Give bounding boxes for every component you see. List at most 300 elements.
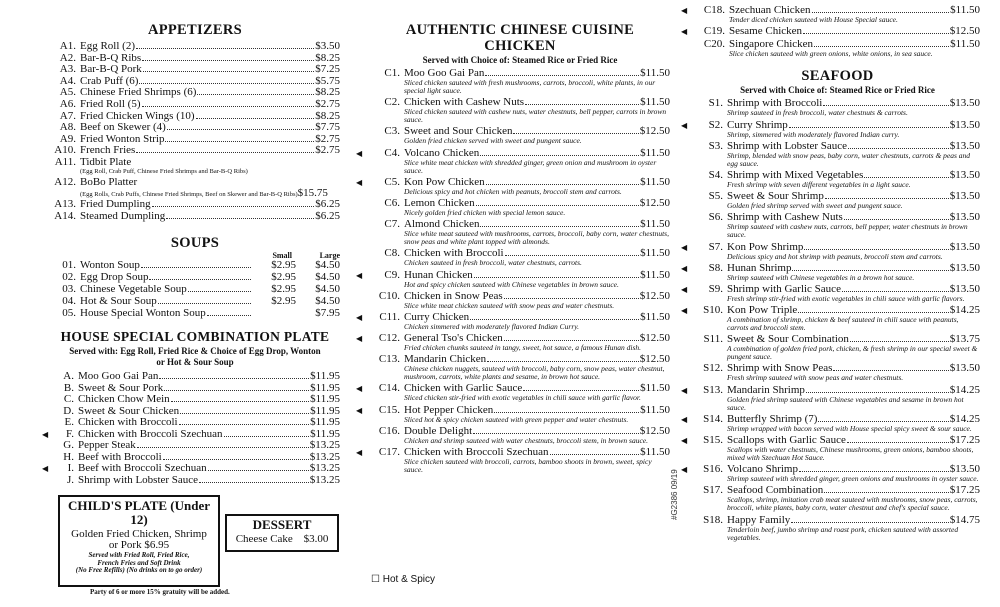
- childs-plate-box: [58, 495, 220, 587]
- item-name: Curry Shrimp: [727, 118, 788, 131]
- menu-item-row: [50, 134, 340, 145]
- item-name: Shrimp with Broccoli: [727, 97, 823, 110]
- dot-leader: [207, 315, 251, 316]
- item-name: Shrimp with Lobster Sauce: [78, 473, 199, 486]
- item-name: Kon Pow Shrimp: [727, 240, 804, 253]
- item-name: Crab Puff (6): [80, 74, 139, 87]
- chili-pepper-icon: ◀: [356, 312, 363, 322]
- dot-leader: [847, 442, 949, 443]
- item-description: Nicely golden fried chicken with special lemon sauce.: [404, 207, 566, 217]
- menu-item: [681, 118, 980, 139]
- item-code: C6.: [384, 196, 400, 209]
- item-name: Chicken with Cashew Nuts: [404, 96, 525, 109]
- item-name: General Tso's Chicken: [404, 332, 503, 345]
- item-code: S9.: [708, 282, 723, 295]
- menu-item: [50, 199, 340, 210]
- item-name: Hot & Sour Soup: [80, 295, 157, 308]
- menu-item-row: [681, 434, 980, 446]
- chili-pepper-icon: ◀: [681, 263, 688, 273]
- item-description: Chicken and shrimp sauteed with water chestnuts, broccoli stem, in brown sauce.: [404, 435, 649, 445]
- item-price: $12.50: [639, 125, 670, 138]
- item-code: C12.: [378, 332, 400, 345]
- dot-leader: [474, 277, 639, 278]
- menu-item-row: [681, 240, 980, 253]
- large-price: $7.95: [315, 307, 340, 320]
- legend: [371, 574, 435, 585]
- item-price: $11.50: [640, 268, 670, 281]
- menu-item-row: [56, 475, 340, 486]
- item-name: Fried Roll (5): [80, 97, 141, 110]
- dot-leader: [504, 340, 639, 341]
- menu-item-row: [56, 394, 340, 405]
- item-name: Curry Chicken: [404, 310, 470, 323]
- menu-item: [370, 97, 670, 124]
- item-name: Tidbit Plate: [80, 155, 132, 168]
- large-price: $4.50: [315, 258, 340, 271]
- combination-heading: HOUSE SPECIAL COMBINATION PLATE: [60, 329, 330, 345]
- item-code: E.: [64, 416, 74, 429]
- dot-leader: [197, 94, 314, 95]
- item-price: $13.25: [309, 473, 340, 486]
- menu-item: [681, 304, 980, 333]
- item-code: S13.: [703, 383, 723, 396]
- item-description: Chicken simmered with moderately flavored Indian Curry.: [404, 321, 580, 331]
- item-description: Golden fried shrimp served with sweet and pungent sauce.: [727, 201, 903, 211]
- item-code: S5.: [708, 190, 723, 203]
- item-price: $13.50: [949, 118, 980, 131]
- item-name: Double Delight: [404, 424, 473, 437]
- menu-item: [370, 219, 670, 246]
- large-price: $4.50: [315, 295, 340, 308]
- item-code: B.: [63, 381, 74, 394]
- soup-row: [50, 260, 340, 271]
- dot-leader: [844, 219, 949, 220]
- item-code: C10.: [378, 289, 400, 302]
- item-code: S1.: [708, 97, 723, 110]
- menu-item-row: [695, 39, 980, 50]
- menu-item-row: [370, 248, 670, 259]
- dot-leader: [812, 12, 950, 13]
- item-price: $8.25: [315, 51, 340, 64]
- menu-item: [356, 146, 670, 175]
- menu-item: [695, 98, 980, 117]
- menu-item: [681, 434, 980, 462]
- item-description: Shrimp, simmered with moderately flavored Indian curry.: [727, 129, 900, 139]
- item-price: $11.50: [950, 4, 980, 16]
- menu-item: [356, 446, 670, 474]
- menu-item: [56, 371, 340, 382]
- item-price: $14.25: [949, 304, 980, 317]
- menu-item: [50, 41, 340, 52]
- item-name: Chicken Chow Mein: [78, 393, 170, 406]
- chili-pepper-icon: ◀: [681, 120, 688, 130]
- item-code: H.: [63, 450, 74, 463]
- dot-leader: [136, 48, 314, 49]
- menu-item-row: [370, 291, 670, 302]
- item-name: Scallops with Garlic Sauce: [727, 434, 846, 446]
- item-price: $11.50: [640, 218, 670, 231]
- menu-item-row: [681, 261, 980, 274]
- menu-item: [50, 53, 340, 64]
- menu-item-row: [681, 463, 980, 476]
- dot-leader: [799, 471, 949, 472]
- item-code: J.: [66, 473, 74, 486]
- item-description: A combination of shrimp, chicken & beef sauteed in chili sauce with peanuts, carrots and broccoli stem.: [727, 315, 959, 333]
- dot-leader: [848, 148, 949, 149]
- chili-pepper-icon: ◀: [681, 414, 688, 424]
- menu-item-row: [695, 212, 980, 223]
- menu-item: [681, 412, 980, 433]
- soup-row: [50, 308, 340, 319]
- menu-item-row: [50, 53, 340, 64]
- item-name: Mandarin Shrimp: [727, 383, 805, 396]
- item-price: $11.50: [640, 146, 670, 159]
- large-price: $4.50: [315, 270, 340, 283]
- chili-pepper-icon: ◀: [681, 306, 688, 316]
- item-price: $13.50: [949, 261, 980, 274]
- menu-item-row: [50, 211, 340, 222]
- seafood-subtitle: Served with Choice of: Steamed Rice or Fried Rice: [740, 85, 935, 96]
- menu-item-row: [50, 64, 340, 75]
- item-name: Sweet & Sour Combination: [727, 333, 849, 346]
- menu-item: [681, 463, 980, 484]
- item-price: $13.50: [949, 168, 980, 181]
- menu-item-row: [356, 382, 670, 395]
- combination-subtitle: Served with: Egg Roll, Fried Rice & Choice of Egg Drop, Wonton or Hot & Sour Soup: [69, 346, 321, 368]
- menu-item: [370, 126, 670, 145]
- small-price: $2.95: [271, 258, 296, 271]
- item-description: Slice white meat chicken with shredded ginger, green onion and mushroom in oyster sauce.: [404, 157, 657, 175]
- gratuity-note: Party of 6 or more 15% gratuity will be added.: [90, 588, 230, 596]
- large-label: Large: [319, 250, 340, 260]
- dot-leader: [164, 390, 309, 391]
- menu-item: [681, 4, 980, 24]
- soups-heading: SOUPS: [170, 234, 220, 251]
- small-price: $2.95: [271, 283, 296, 296]
- item-code: A14.: [54, 209, 76, 222]
- dot-leader: [804, 249, 948, 250]
- chili-pepper-icon: ◀: [356, 148, 363, 158]
- dot-leader: [513, 133, 638, 134]
- dot-leader: [525, 104, 639, 105]
- item-price: $11.50: [640, 446, 670, 458]
- item-name: Shrimp with Lobster Sauce: [727, 139, 848, 152]
- item-price: $11.95: [310, 370, 340, 383]
- chili-pepper-icon: ◀: [42, 429, 49, 439]
- item-description: A combination of golden fried pork, chicken, & fresh shrimp in our special sweet & pungent sauce.: [727, 344, 978, 362]
- menu-item: [50, 76, 340, 87]
- small-price: $2.95: [271, 295, 296, 308]
- item-name: Singapore Chicken: [729, 38, 814, 51]
- item-code: C2.: [384, 96, 400, 109]
- item-name: Sesame Chicken: [729, 25, 803, 38]
- dot-leader: [166, 218, 314, 219]
- right-column: [681, 0, 980, 544]
- item-code: A6.: [59, 97, 76, 110]
- chili-pepper-icon: ◀: [356, 270, 363, 280]
- item-name: Beef with Broccoli: [78, 450, 162, 463]
- menu-item: [695, 141, 980, 168]
- dot-leader: [814, 46, 949, 47]
- item-name: Chicken with Broccoli Szechuan: [404, 446, 549, 458]
- item-description: Shrimp sauteed with shredded ginger, green onions and mushrooms in oyster sauce.: [727, 474, 979, 484]
- item-code: S17.: [703, 484, 723, 497]
- item-name: Chicken with Broccoli: [78, 416, 178, 429]
- dot-leader: [486, 184, 639, 185]
- item-description: Shrimp sauteed in fresh broccoli, water chestnuts & carrots.: [727, 108, 908, 118]
- item-price: $14.75: [949, 513, 980, 526]
- item-code: A1.: [59, 40, 76, 52]
- menu-item: [356, 175, 670, 196]
- item-code: A4.: [59, 74, 76, 87]
- item-description: Slice white meat sauteed with mushrooms, carrots, broccoli, baby corn, water chestnuts, snow peas and white plant topped with almonds.: [404, 229, 669, 247]
- dot-leader: [137, 447, 309, 448]
- menu-item-row: [56, 440, 340, 451]
- item-name: Volcano Shrimp: [727, 463, 798, 476]
- item-name: French Fries: [80, 144, 136, 157]
- chili-pepper-icon: ☐: [371, 574, 380, 585]
- menu-item-row: [695, 363, 980, 374]
- menu-item-row: [370, 219, 670, 230]
- item-name: Chicken in Snow Peas: [404, 289, 503, 302]
- item-code: S7.: [708, 240, 723, 253]
- menu-item-row: [356, 332, 670, 345]
- item-code: S18.: [703, 513, 723, 526]
- item-price: $13.50: [949, 282, 980, 295]
- item-name: Fried Dumpling: [80, 198, 151, 211]
- item-description-row: [50, 188, 340, 199]
- item-name: Volcano Chicken: [404, 146, 480, 159]
- item-code: A9.: [59, 132, 76, 145]
- dot-leader: [485, 75, 639, 76]
- dot-leader: [850, 341, 949, 342]
- menu-item: [56, 475, 340, 486]
- menu-item: [50, 145, 340, 156]
- item-description: Fried chicken chunks sauteed in tangy, sweet, hot sauce, a famous Hunan dish.: [404, 343, 642, 353]
- menu-item-row: [50, 87, 340, 98]
- item-price: $15.75: [297, 186, 328, 199]
- item-description: Delicious spicy and hot chicken with peanuts, broccoli stem and carrots.: [404, 186, 622, 196]
- dot-leader: [152, 206, 315, 207]
- item-code: G.: [63, 439, 74, 452]
- menu-item: [50, 134, 340, 145]
- item-price: $12.50: [639, 196, 670, 209]
- chicken-heading: CHICKEN: [484, 38, 556, 54]
- menu-item: [56, 440, 340, 451]
- dot-leader: [179, 424, 310, 425]
- item-description: Hot and spicy chicken sauteed with Chinese vegetables in brown sauce.: [404, 279, 619, 289]
- item-price: $13.50: [949, 463, 980, 476]
- menu-item: [356, 268, 670, 289]
- dot-leader: [789, 127, 949, 128]
- menu-item: [42, 427, 340, 440]
- menu-item-row: [370, 198, 670, 209]
- item-name: Sweet & Sour Chicken: [78, 404, 180, 417]
- item-price: $11.50: [950, 38, 980, 51]
- chili-pepper-icon: ◀: [356, 448, 363, 457]
- small-price: $2.95: [271, 270, 296, 283]
- item-name: Szechuan Chicken: [729, 4, 811, 16]
- print-code: #G2386 09/19: [670, 469, 679, 520]
- item-name: Chicken with Broccoli Szechuan: [78, 427, 223, 440]
- middle-column: [356, 0, 670, 476]
- item-name: Chicken with Broccoli: [404, 247, 504, 260]
- dot-leader: [470, 319, 639, 320]
- menu-item-row: [56, 383, 340, 394]
- chicken-continued-list: [681, 4, 980, 59]
- dot-leader: [139, 83, 314, 84]
- item-code: A13.: [54, 198, 76, 211]
- dot-leader: [523, 390, 639, 391]
- item-description: (Egg Roll, Crab Puff, Chinese Fried Shrimps and Bar-B-Q Ribs): [80, 167, 248, 175]
- dot-leader: [823, 105, 948, 106]
- menu-item-row: [370, 68, 670, 79]
- item-name: Moo Goo Gai Pan: [78, 370, 159, 383]
- item-description: Slice white meat chicken sauteed with snow peas and water chestnuts.: [404, 300, 615, 310]
- dot-leader: [142, 60, 314, 61]
- item-price: $17.25: [949, 434, 980, 446]
- item-code: C7.: [384, 218, 400, 231]
- appetizers-heading: APPETIZERS: [147, 22, 243, 38]
- menu-item-row: [356, 175, 670, 188]
- dot-leader: [494, 412, 639, 413]
- item-price: $13.75: [949, 333, 980, 346]
- menu-item: [50, 177, 340, 199]
- menu-item: [56, 406, 340, 417]
- item-name: Fried Chicken Wings (10): [80, 109, 195, 122]
- combination-list: [42, 370, 340, 486]
- item-name: Chinese Vegetable Soup: [80, 283, 187, 296]
- menu-item-row: [370, 426, 670, 437]
- item-price: $11.95: [310, 393, 340, 406]
- item-name: Chicken with Garlic Sauce: [404, 382, 523, 395]
- childs-plate-note3: (No Free Refills) (No drinks on to go order): [75, 566, 203, 574]
- menu-item-row: [681, 4, 980, 16]
- item-price: $12.50: [639, 332, 670, 345]
- item-code: S16.: [703, 463, 723, 476]
- chili-pepper-icon: ◀: [356, 177, 363, 187]
- item-code: S3.: [708, 139, 723, 152]
- chicken-list: [356, 67, 670, 474]
- item-price: $2.75: [315, 144, 340, 157]
- menu-item-row: [56, 417, 340, 428]
- item-description: Delicious spicy and hot shrimp with peanuts, broccoli stem and carrots.: [727, 251, 943, 261]
- item-description: Sliced chicken stir-fried with exotic vegetables in chili sauce with garlic flavor.: [404, 393, 641, 403]
- item-code: C4.: [384, 146, 400, 159]
- menu-item: [356, 332, 670, 353]
- chicken-subtitle: Served with Choice of: Steamed Rice or Fried Rice: [422, 55, 618, 65]
- menu-item-row: [50, 111, 340, 122]
- item-name: Kon Pow Chicken: [404, 175, 485, 188]
- item-price: $8.25: [315, 109, 340, 122]
- item-price: $11.95: [310, 427, 340, 440]
- item-name: Butterfly Shrimp (7): [727, 412, 818, 425]
- item-code: A11.: [54, 155, 76, 168]
- dot-leader: [824, 492, 949, 493]
- item-code: A10.: [54, 144, 76, 157]
- item-code: C9.: [384, 268, 400, 281]
- item-code: C8.: [384, 247, 400, 260]
- appetizers-list: [50, 41, 340, 222]
- item-price: $12.50: [949, 25, 980, 38]
- item-description: Scallops, shrimp, imitation crab meat sauteed with mushrooms, snow peas, carrots, broccoli, white plants, baby corn, water chestnut and chef's special sauce.: [727, 495, 978, 513]
- dot-leader: [142, 106, 315, 107]
- menu-item: [50, 111, 340, 122]
- item-description: Sliced chicken sauteed with cashew nuts, water chestnuts, bell pepper, carrots in brown sauce.: [404, 107, 667, 125]
- menu-item-row: [370, 126, 670, 137]
- item-code: C13.: [378, 353, 400, 366]
- item-name: Fried Wonton Strip: [80, 132, 165, 145]
- menu-item-row: [681, 25, 980, 38]
- menu-item-row: [356, 268, 670, 281]
- menu-item-row: [56, 371, 340, 382]
- menu-item-row: [681, 412, 980, 425]
- dot-leader: [158, 303, 251, 304]
- dot-leader: [167, 129, 314, 130]
- item-name: Chinese Fried Shrimps (6): [80, 86, 197, 99]
- item-name: Shrimp with Cashew Nuts: [727, 211, 843, 224]
- item-name: Shrimp with Garlic Sauce: [727, 282, 841, 295]
- item-price: $11.50: [640, 247, 670, 260]
- item-code: S4.: [708, 168, 723, 181]
- childs-plate-title: CHILD'S PLATE (Under 12): [67, 498, 211, 527]
- item-code: 01.: [62, 258, 76, 271]
- item-price: $13.50: [949, 362, 980, 375]
- item-price: $3.50: [315, 40, 340, 52]
- item-code: C20.: [703, 38, 725, 51]
- item-name: Almond Chicken: [404, 218, 480, 231]
- item-price: $13.50: [949, 190, 980, 203]
- item-name: Beef with Broccoli Szechuan: [78, 462, 207, 475]
- menu-item: [56, 417, 340, 428]
- item-description: Slice chicken sauteed with broccoli, carrots, bamboo shoots in brown, sweet, spicy sauce.: [404, 457, 652, 474]
- menu-item-row: [356, 446, 670, 458]
- dot-leader: [791, 522, 949, 523]
- menu-item-row: [50, 145, 340, 156]
- dot-leader: [476, 205, 639, 206]
- item-code: 04.: [62, 295, 76, 308]
- item-name: Seafood Combination: [727, 484, 824, 497]
- dot-leader: [473, 433, 639, 434]
- menu-item: [356, 382, 670, 403]
- dot-leader: [208, 470, 309, 471]
- childs-plate-note1: Served with Fried Roll, Fried Rice,: [88, 551, 190, 559]
- item-name: Shrimp with Mixed Vegetables: [727, 168, 864, 181]
- menu-item-row: [56, 452, 340, 463]
- small-label: Small: [272, 250, 292, 260]
- item-price: $2.75: [315, 97, 340, 110]
- menu-item: [56, 452, 340, 463]
- menu-item-row: [50, 157, 340, 168]
- dot-leader: [505, 255, 640, 256]
- dot-leader: [806, 392, 949, 393]
- item-name: Hot Pepper Chicken: [404, 403, 494, 416]
- item-name: Bar-B-Q Ribs: [80, 51, 142, 64]
- item-price: $13.25: [309, 462, 340, 475]
- chili-pepper-icon: ◀: [356, 334, 363, 344]
- childs-plate-line1: Golden Fried Chicken, Shrimp: [71, 528, 207, 540]
- item-price: $13.50: [949, 211, 980, 224]
- item-name: Steamed Dumpling: [80, 209, 166, 222]
- item-code: C.: [63, 393, 74, 406]
- seafood-list: [681, 97, 980, 542]
- item-code: A5.: [59, 86, 76, 99]
- item-code: S15.: [703, 434, 723, 446]
- chili-pepper-icon: ◀: [681, 385, 688, 395]
- dot-leader: [818, 421, 948, 422]
- dot-leader: [504, 298, 639, 299]
- item-description: Shrimp wrapped with bacon served with House special spicy sweet & sour sauce.: [727, 423, 972, 433]
